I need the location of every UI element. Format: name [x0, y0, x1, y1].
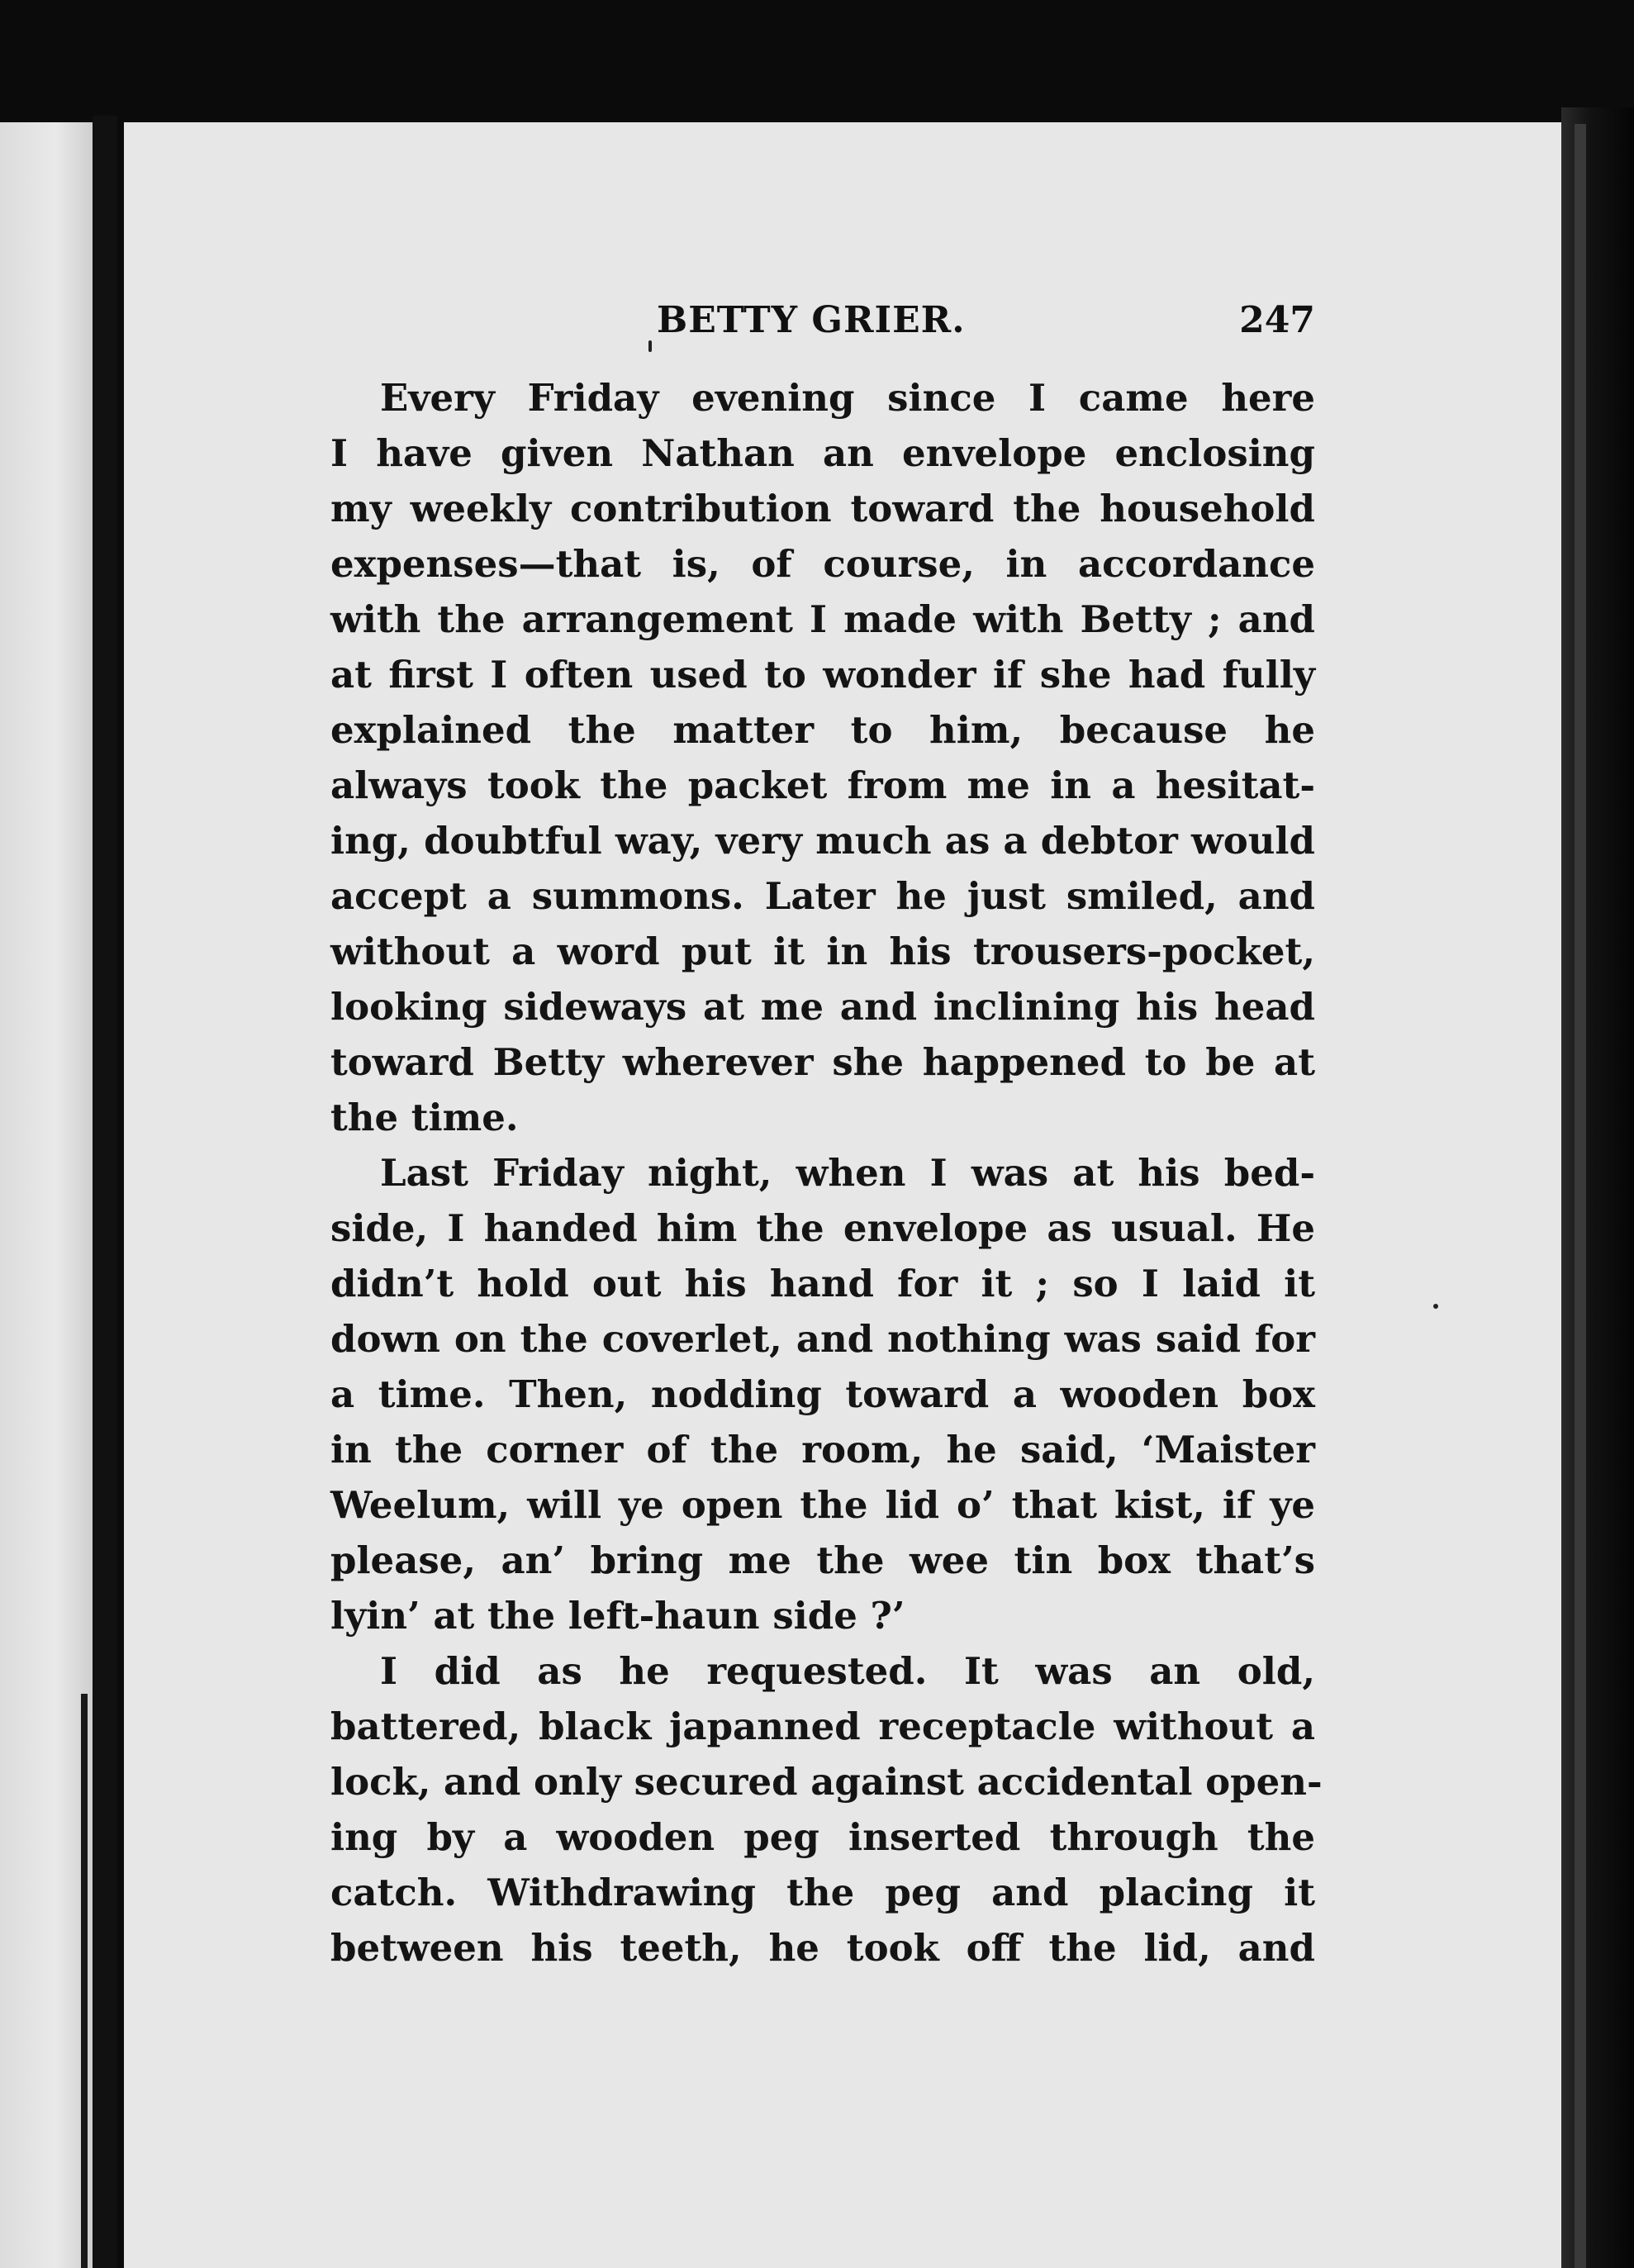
text-line: Last Friday night, when I was at his bed-: [380, 1151, 1315, 1195]
text-line: explained the matter to him, because he: [330, 708, 1315, 752]
book-gutter: [93, 116, 117, 2268]
text-line: a time. Then, nodding toward a wooden box: [330, 1372, 1315, 1416]
text-line: ing, doubtful way, very much as a debtor would: [330, 819, 1315, 863]
facing-page-edge: [0, 122, 93, 2268]
text-line: I have given Nathan an envelope enclosing: [330, 431, 1315, 475]
body-text: [330, 370, 1323, 1976]
page-number: 247: [1239, 299, 1315, 341]
running-head-title: BETTY GRIER.: [657, 299, 966, 341]
text-line: Weelum, will ye open the lid o’ that kist, if ye: [330, 1483, 1315, 1527]
text-line: in the corner of the room, he said, ‘Maister: [330, 1428, 1315, 1472]
paragraph: [330, 370, 1315, 1145]
text-line: down on the coverlet, and nothing was said for: [330, 1317, 1315, 1361]
text-line: toward Betty wherever she happened to be at: [330, 1040, 1315, 1084]
gutter-shadow: [81, 1694, 88, 2268]
text-line: please, an’ bring me the wee tin box that’s: [330, 1538, 1315, 1582]
running-head: [330, 299, 1315, 357]
text-line: ing by a wooden peg inserted through the: [330, 1815, 1315, 1859]
text-line: accept a summons. Later he just smiled, and: [330, 874, 1315, 918]
text-line: lock, and only secured against accidental open-: [330, 1760, 1323, 1804]
text-line: side, I handed him the envelope as usual. He: [330, 1206, 1315, 1250]
scan-speck: [1433, 1304, 1438, 1309]
text-line: I did as he requested. It was an old,: [380, 1649, 1315, 1693]
text-line: catch. Withdrawing the peg and placing it: [330, 1871, 1315, 1914]
text-line: Every Friday evening since I came here: [380, 376, 1315, 420]
text-line: didn’t hold out his hand for it ; so I laid it: [330, 1262, 1315, 1305]
paragraph: [330, 1643, 1323, 1976]
text-line: lyin’ at the left-haun side ?’: [330, 1594, 905, 1638]
text-line: between his teeth, he took off the lid, and: [330, 1926, 1315, 1970]
text-line: always took the packet from me in a hesitat-: [330, 763, 1315, 807]
text-line: looking sideways at me and inclining his head: [330, 985, 1315, 1029]
text-line: without a word put it in his trousers-pocket,: [330, 930, 1315, 973]
scan-speck: [648, 340, 652, 352]
text-line: expenses—that is, of course, in accordance: [330, 542, 1315, 586]
page-edge-highlight: [1575, 124, 1586, 2268]
text-line: the time.: [330, 1096, 519, 1139]
text-line: battered, black japanned receptacle without a: [330, 1705, 1315, 1748]
text-line: at first I often used to wonder if she had fully: [330, 653, 1315, 697]
page-edge-shadow: [1561, 107, 1634, 2268]
text-line: with the arrangement I made with Betty ; and: [330, 597, 1315, 641]
text-line: my weekly contribution toward the household: [330, 487, 1315, 530]
paragraph: [330, 1145, 1315, 1643]
